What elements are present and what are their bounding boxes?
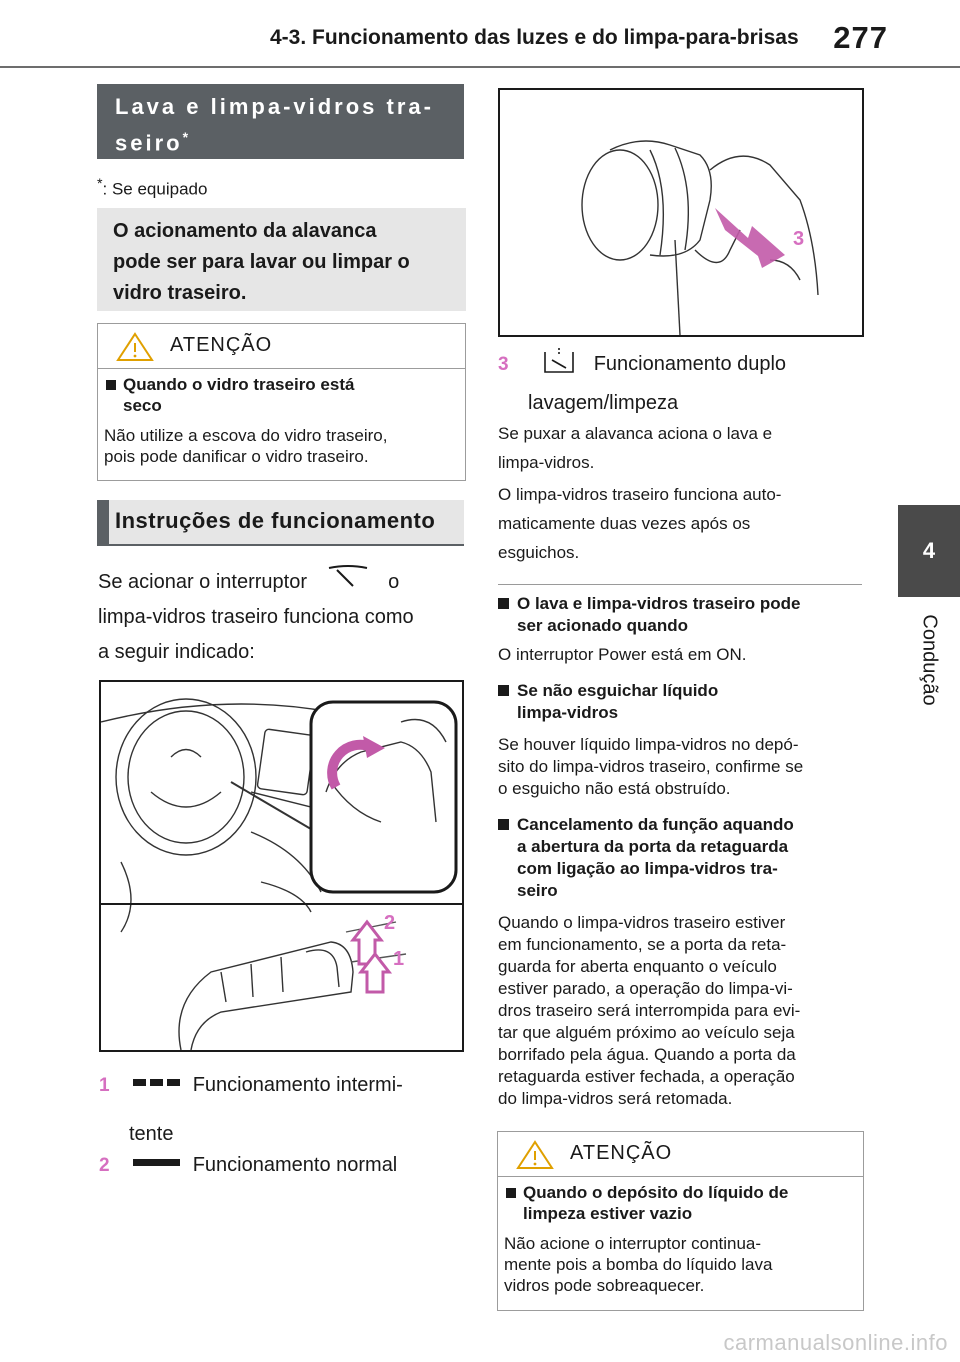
item-label: lavagem/limpeza: [528, 392, 679, 414]
warning-header: [98, 324, 465, 369]
warning-body: [504, 1233, 772, 1296]
summary-line: O acionamento da alavanca: [113, 220, 377, 242]
warning-heading-line: Quando o vidro traseiro está: [123, 375, 355, 394]
warning-body-line: pois pode danificar o vidro traseiro.: [104, 447, 369, 466]
figure-label-3: 3: [793, 228, 805, 250]
normal-mode-icon: [133, 1156, 181, 1170]
note-heading-line: com ligação ao limpa-vidros tra-: [517, 859, 778, 878]
section-title-instructions: [97, 500, 464, 546]
figure-label-1: 1: [393, 948, 405, 970]
summary-line: pode ser para lavar ou limpar o: [113, 251, 410, 273]
bullet-square-icon: [106, 380, 116, 390]
note-body-line: tar que alguém próximo ao veículo seja: [498, 1023, 795, 1042]
dashboard-lever-drawing: [101, 682, 462, 1050]
chapter-label: Condução: [918, 614, 941, 706]
warning-box-dry-glass: [97, 323, 466, 481]
note-heading-line: Cancelamento da função aquando: [517, 815, 794, 834]
item-label: tente: [129, 1123, 174, 1145]
note-body-line: sito do limpa-vidros traseiro, confirme se: [498, 757, 804, 776]
item-number: 1: [99, 1075, 110, 1096]
intro-text: o: [388, 571, 400, 593]
note-body-line: retaguarda estiver fechada, a operação: [498, 1067, 795, 1086]
item-number: 3: [498, 354, 509, 375]
section-title-line1: Lava e limpa-vidros tra-: [115, 94, 434, 119]
warning-body: [104, 425, 387, 467]
figure-label-2: 2: [384, 912, 396, 934]
footnote: [97, 176, 207, 200]
illustration-steering-wiper-lever: [99, 680, 464, 1052]
section-title-rear-washer: [97, 84, 464, 159]
rear-wiper-switch-icon: [323, 562, 373, 592]
summary-line: vidro traseiro.: [113, 282, 247, 304]
section-divider: [498, 584, 862, 585]
footnote-text: : Se equipado: [102, 179, 208, 199]
item-label: Funcionamento intermi-: [192, 1074, 403, 1096]
warning-heading-line: limpeza estiver vazio: [523, 1204, 693, 1223]
note-heading-line: Se não esguichar líquido: [517, 681, 719, 700]
bullet-square-icon: [506, 1188, 516, 1198]
list-item-normal: [99, 1148, 469, 1183]
body-line: O limpa-vidros traseiro funciona auto-: [498, 485, 782, 504]
note-back-door-cancel: [498, 814, 868, 1110]
chapter-number: 4: [922, 538, 936, 563]
item3-description: [498, 419, 868, 567]
intro-text: Se acionar o interruptor: [98, 571, 308, 593]
note-body: O interruptor Power está em ON.: [498, 645, 747, 664]
bullet-square-icon: [498, 598, 509, 609]
note-heading-line: seiro: [517, 881, 558, 900]
note-body-line: Quando o limpa-vidros traseiro estiver: [498, 913, 786, 932]
header-section-title: 4-3. Funcionamento das luzes e do limpa-para-brisas: [270, 26, 799, 49]
note-heading-line: O lava e limpa-vidros traseiro pode: [517, 594, 801, 613]
warning-heading: [523, 1182, 788, 1224]
note-heading-line: limpa-vidros: [517, 703, 619, 722]
bullet-square-icon: [498, 819, 509, 830]
warning-title: ATENÇÃO: [570, 1142, 673, 1164]
note-body-line: guarda for aberta enquanto o veículo: [498, 957, 777, 976]
chapter-label-container: [898, 600, 960, 720]
item-label: Funcionamento duplo: [593, 353, 787, 375]
summary-box: [97, 208, 466, 311]
section-title-text: [115, 92, 434, 158]
warning-heading-line: Quando o depósito do líquido de: [523, 1183, 789, 1202]
intro-paragraph: [98, 562, 468, 670]
bullet-square-icon: [498, 685, 509, 696]
warning-body-line: Não utilize a escova do vidro traseiro,: [104, 426, 388, 445]
warning-title: ATENÇÃO: [170, 334, 273, 356]
footer-watermark: carmanualsonline.info: [723, 1330, 948, 1355]
section-title-instructions-text: Instruções de funcionamento: [115, 508, 436, 533]
note-heading-line: a abertura da porta da retaguarda: [517, 837, 789, 856]
warning-triangle-icon: [516, 1140, 554, 1170]
list-item-intermittent: [99, 1068, 469, 1152]
note-body-line: o esguicho não está obstruído.: [498, 779, 731, 798]
intro-text: a seguir indicado:: [98, 641, 255, 663]
note-body-line: do limpa-vidros será retomada.: [498, 1089, 733, 1108]
body-line: esguichos.: [498, 543, 580, 562]
item-label: Funcionamento normal: [192, 1154, 398, 1176]
chapter-tab[interactable]: [898, 505, 960, 597]
note-no-fluid: [498, 680, 868, 800]
wash-wipe-icon: [542, 346, 576, 376]
note-body-line: Se houver líquido limpa-vidros no depó-: [498, 735, 799, 754]
note-body-line: em funcionamento, se a porta da reta-: [498, 935, 787, 954]
intro-text: limpa-vidros traseiro funciona como: [98, 606, 414, 628]
warning-triangle-icon: [116, 332, 154, 362]
note-body-line: estiver parado, a operação do limpa-vi-: [498, 979, 793, 998]
note-when-operable: [498, 593, 868, 666]
warning-heading: [123, 374, 354, 416]
warning-heading-line: seco: [123, 396, 162, 415]
illustration-lever-pull: [498, 88, 864, 337]
body-line: Se puxar a alavanca aciona o lava e: [498, 424, 773, 443]
warning-box-empty-reservoir: [497, 1131, 864, 1311]
warning-body-line: Não acione o interruptor continua-: [504, 1234, 762, 1253]
lever-pull-drawing: [500, 90, 862, 335]
warning-body-line: mente pois a bomba do líquido lava: [504, 1255, 773, 1274]
section-title-asterisk: *: [182, 129, 189, 145]
list-item-wash-wipe: [498, 346, 878, 421]
body-line: limpa-vidros.: [498, 453, 595, 472]
page-number: 277: [833, 20, 888, 55]
header-divider: [0, 66, 960, 68]
item-number: 2: [99, 1155, 110, 1176]
warning-header: [498, 1132, 863, 1177]
body-line: maticamente duas vezes após os: [498, 514, 751, 533]
intermittent-mode-icon: [133, 1076, 181, 1090]
footnote-asterisk: *: [97, 176, 103, 192]
note-body-line: dros traseiro será interrompida para evi-: [498, 1001, 801, 1020]
note-body-line: borrifado pela água. Quando a porta da: [498, 1045, 796, 1064]
section-title-line2: seiro: [115, 130, 183, 156]
note-heading-line: ser acionado quando: [517, 616, 688, 635]
warning-body-line: vidros pode sobreaquecer.: [504, 1276, 705, 1295]
